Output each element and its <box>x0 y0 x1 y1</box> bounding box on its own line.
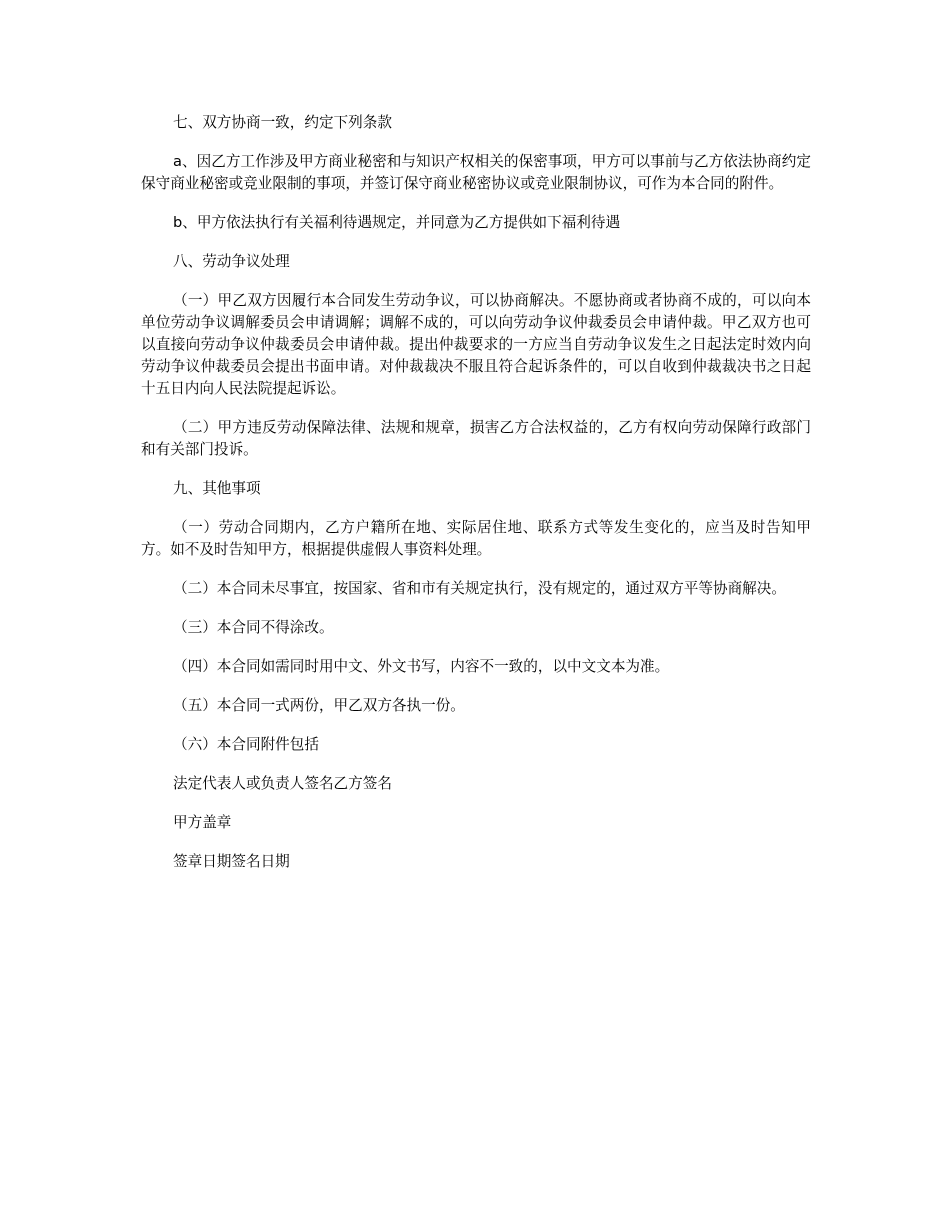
clause-9-2: （二）本合同未尽事宜，按国家、省和市有关规定执行，没有规定的，通过双方平等协商解决。 <box>173 580 786 597</box>
date-line: 签章日期签名日期 <box>173 853 290 870</box>
section-9-heading: 九、其他事项 <box>173 480 261 497</box>
seal-line: 甲方盖章 <box>173 814 232 831</box>
section-8-heading: 八、劳动争议处理 <box>173 253 290 270</box>
clause-9-4: （四）本合同如需同时用中文、外文书写，内容不一致的，以中文文本为准。 <box>173 658 670 675</box>
clause-9-5: （五）本合同一式两份，甲乙双方各执一份。 <box>173 697 465 714</box>
section-7-heading: 七、双方协商一致，约定下列条款 <box>173 114 392 131</box>
clause-9-3: （三）本合同不得涂改。 <box>173 619 334 636</box>
signature-line: 法定代表人或负责人签名乙方签名 <box>173 775 392 792</box>
clause-8-1: （一）甲乙双方因履行本合同发生劳动争议，可以协商解决。不愿协商或者协商不成的，可以向本单位劳动争议调解委员会申请调解；调解不成的，可以向劳动争议仲裁委员会申请仲裁。甲乙双方也可以直接向劳动争议仲裁委员会申请仲裁。提出仲裁要求的一方应当自劳动争议发生之日起法定时效内向劳动争议仲裁委员会提出书面申请。对仲裁裁决不服且符合起诉条件的，可以自收到仲裁裁决书之日起十五日内向人民法院提起诉讼。 <box>141 292 811 397</box>
contract-page <box>141 112 811 890</box>
clause-9-6: （六）本合同附件包括 <box>173 736 319 753</box>
clause-9-1: （一）劳动合同期内，乙方户籍所在地、实际居住地、联系方式等发生变化的，应当及时告知甲方。如不及时告知甲方，根据提供虚假人事资料处理。 <box>141 519 811 558</box>
clause-7a: a、因乙方工作涉及甲方商业秘密和与知识产权相关的保密事项，甲方可以事前与乙方依法协商约定保守商业秘密或竞业限制的事项，并签订保守商业秘密协议或竞业限制协议，可作为本合同的附件。 <box>141 153 811 192</box>
clause-8-2: （二）甲方违反劳动保障法律、法规和规章，损害乙方合法权益的，乙方有权向劳动保障行政部门和有关部门投诉。 <box>141 419 811 458</box>
clause-7b: b、甲方依法执行有关福利待遇规定，并同意为乙方提供如下福利待遇 <box>173 214 621 231</box>
